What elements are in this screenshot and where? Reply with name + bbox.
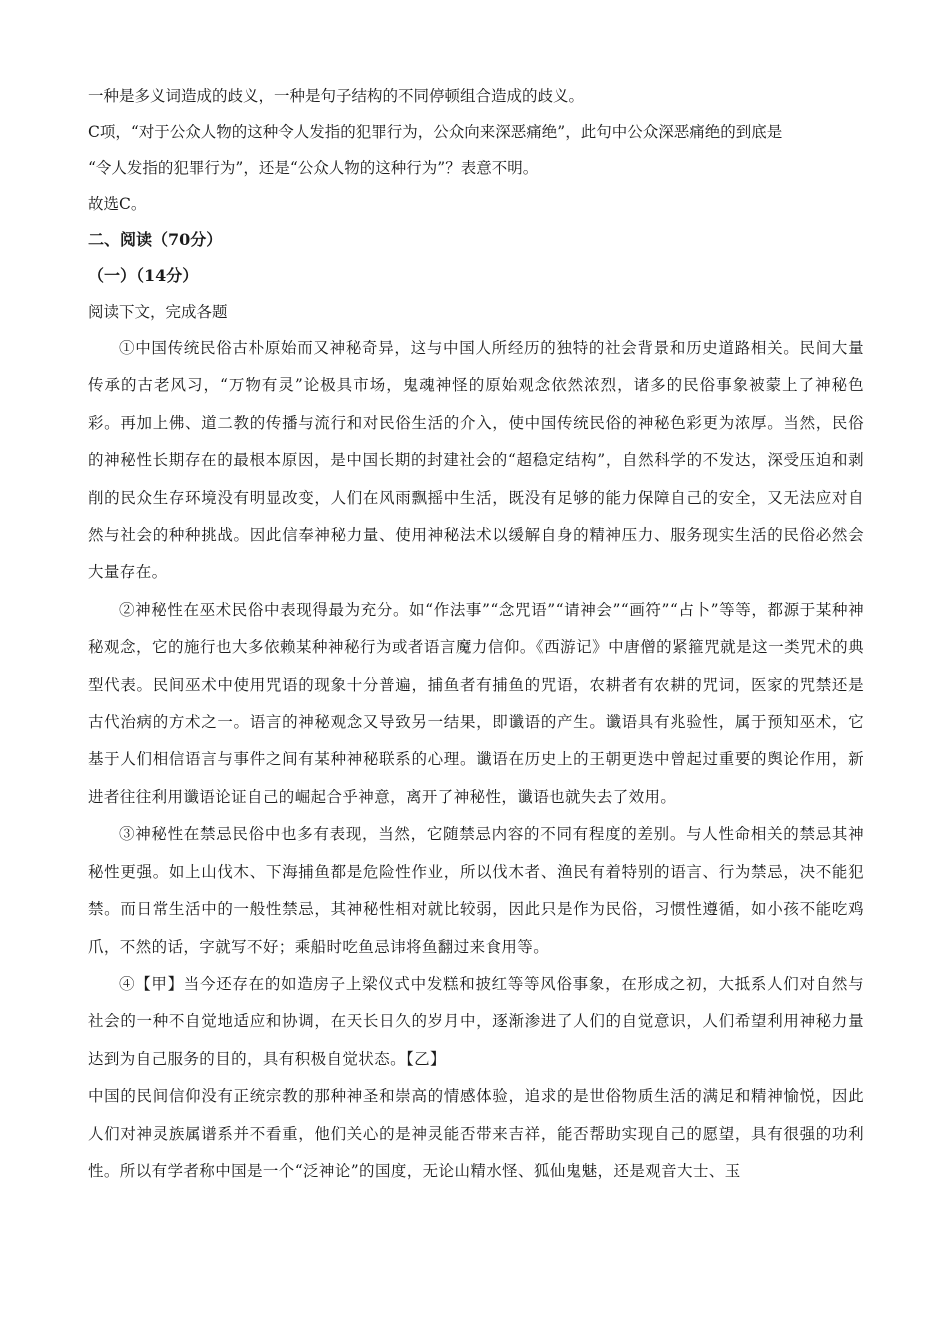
paragraph-2: ②神秘性在巫术民俗中表现得最为充分。如“作法事”“念咒语”“请神会”“画符”“占卜”等等，都源于某种神秘观念，它的施行也大多依赖某种神秘行为或者语言魔力信仰。《西游记》中唐僧的紧箍咒就是这一类咒术的典型代表。民间巫术中使用咒语的现象十分普遍，捕鱼者有捕鱼的咒语，农耕者有农耕的咒词，医家的咒禁还是古代治病的方术之一。语言的神秘观念又导致另一结果，即谶语的产生。谶语具有兆验性，属于预知巫术，它基于人们相信语言与事件之间有某种神秘联系的心理。谶语在历史上的王朝更迭中曾起过重要的舆论作用，新进者往往利用谶语论证自己的崛起合乎神意，离开了神秘性，谶语也就失去了效用。	[88, 600, 864, 806]
reading-instruction: 阅读下文，完成各题	[88, 303, 228, 321]
paragraph-5: 中国的民间信仰没有正统宗教的那种神圣和崇高的情感体验，追求的是世俗物质生活的满足和精神愉悦，因此人们对神灵族属谱系并不看重，他们关心的是神灵能否带来吉祥，能否帮助实现自己的愿望，具有很强的功利性。所以有学者称中国是一个“泛神论”的国度，无论山精水怪、狐仙鬼魅，还是观音大士、玉	[88, 1087, 864, 1180]
document-page	[88, 78, 864, 1190]
answer-line-2: C项，“对于公众人物的这种令人发指的犯罪行为，公众向来深恶痛绝”，此句中公众深恶痛绝的到底是	[88, 123, 783, 141]
answer-line-3: “令人发指的犯罪行为”，还是“公众人物的这种行为”？表意不明。	[88, 159, 539, 177]
paragraph-3: ③神秘性在禁忌民俗中也多有表现，当然，它随禁忌内容的不同有程度的差别。与人性命相关的禁忌其神秘性更强。如上山伐木、下海捕鱼都是危险性作业，所以伐木者、渔民有着特别的语言、行为禁忌，决不能犯禁。而日常生活中的一般性禁忌，其神秘性相对就比较弱，因此只是作为民俗，习惯性遵循，如小孩不能吃鸡爪，不然的话，字就写不好；乘船时吃鱼忌讳将鱼翻过来食用等。	[88, 825, 864, 956]
paragraph-1: ①中国传统民俗古朴原始而又神秘奇异，这与中国人所经历的独特的社会背景和历史道路相关。民间大量传承的古老风习，“万物有灵”论极具市场，鬼魂神怪的原始观念依然浓烈，诸多的民俗事象被蒙上了神秘色彩。再加上佛、道二教的传播与流行和对民俗生活的介入，使中国传统民俗的神秘色彩更为浓厚。当然，民俗的神秘性长期存在的最根本原因，是中国长期的封建社会的“超稳定结构”，自然科学的不发达，深受压迫和剥削的民众生存环境没有明显改变，人们在风雨飘摇中生活，既没有足够的能力保障自己的安全，又无法应对自然与社会的种种挑战。因此信奉神秘力量、使用神秘法术以缓解自身的精神压力、服务现实生活的民俗必然会大量存在。	[88, 339, 864, 582]
section-subtitle: （一）（14分）	[88, 266, 199, 285]
answer-line-1: 一种是多义词造成的歧义，一种是句子结构的不同停顿组合造成的歧义。	[88, 87, 585, 105]
paragraph-4: ④【甲】当今还存在的如造房子上梁仪式中发糕和披红等等风俗事象，在形成之初，大抵系人们对自然与社会的一种不自觉地适应和协调，在天长日久的岁月中，逐渐渗进了人们的自觉意识，人们希望利用神秘力量达到为自己服务的目的，具有积极自觉状态。【乙】	[88, 974, 864, 1068]
section-title: 二、阅读（70分）	[88, 230, 223, 249]
answer-conclusion: 故选C。	[88, 195, 147, 213]
